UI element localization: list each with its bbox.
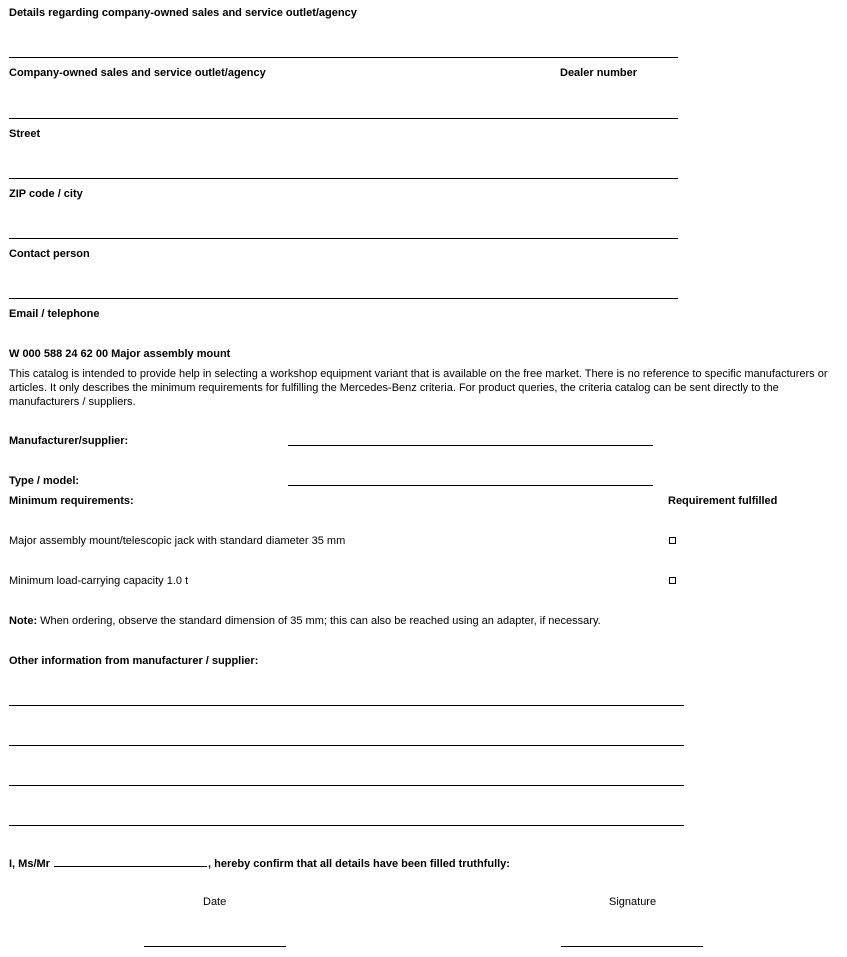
type-model-label: Type / model: <box>9 475 80 487</box>
signature-label: Signature <box>609 896 657 908</box>
confirmation-statement <box>9 856 510 870</box>
email-telephone-line[interactable] <box>9 298 678 299</box>
contact-person-label: Contact person <box>9 248 90 260</box>
product-description: This catalog is intended to provide help in selecting a workshop equipment variant that is available on the free market. There is no reference to specific manufacturers or articles. It only describes the minimum requirements for fulfilling the Mercedes-Benz criteria. For product queries, the criteria catalog can be sent directly to the manufacturers / suppliers. <box>9 368 828 408</box>
type-model-line[interactable] <box>288 485 653 486</box>
other-info-line-1[interactable] <box>9 705 684 706</box>
note-text: When ordering, observe the standard dimension of 35 mm; this can also be reached using an adapter, if necessary. <box>40 615 601 627</box>
zip-city-label: ZIP code / city <box>9 188 83 200</box>
manufacturer-line[interactable] <box>288 445 653 446</box>
street-line[interactable] <box>9 118 678 119</box>
outlet-name-label: Company-owned sales and service outlet/agency <box>9 67 266 79</box>
signature-line[interactable] <box>561 946 703 947</box>
zip-city-line[interactable] <box>9 178 678 179</box>
confirmation-suffix: , hereby confirm that all details have been filled truthfully: <box>208 858 510 870</box>
dealer-number-label: Dealer number <box>560 67 638 79</box>
product-title: W 000 588 24 62 00 Major assembly mount <box>9 348 231 360</box>
name-blank[interactable] <box>54 856 207 867</box>
email-telephone-label: Email / telephone <box>9 308 100 320</box>
contact-person-line[interactable] <box>9 238 678 239</box>
requirements-header: Minimum requirements: <box>9 495 134 507</box>
requirement-item-2: Minimum load-carrying capacity 1.0 t <box>9 575 189 587</box>
requirement-1-checkbox[interactable] <box>669 537 676 544</box>
manufacturer-label: Manufacturer/supplier: <box>9 435 129 447</box>
date-line[interactable] <box>144 946 286 947</box>
requirement-fulfilled-header: Requirement fulfilled <box>668 495 778 507</box>
form-title: Details regarding company-owned sales and service outlet/agency <box>9 7 357 19</box>
outlet-name-line[interactable] <box>9 57 678 58</box>
other-info-line-4[interactable] <box>9 825 684 826</box>
other-info-label: Other information from manufacturer / supplier: <box>9 655 259 667</box>
date-label: Date <box>203 896 227 908</box>
other-info-line-2[interactable] <box>9 745 684 746</box>
street-label: Street <box>9 128 41 140</box>
requirement-item-1: Major assembly mount/telescopic jack with standard diameter 35 mm <box>9 535 346 547</box>
confirmation-prefix: I, Ms/Mr <box>9 858 50 870</box>
note <box>9 615 601 627</box>
other-info-line-3[interactable] <box>9 785 684 786</box>
requirement-2-checkbox[interactable] <box>669 577 676 584</box>
note-label: Note: <box>9 615 38 627</box>
